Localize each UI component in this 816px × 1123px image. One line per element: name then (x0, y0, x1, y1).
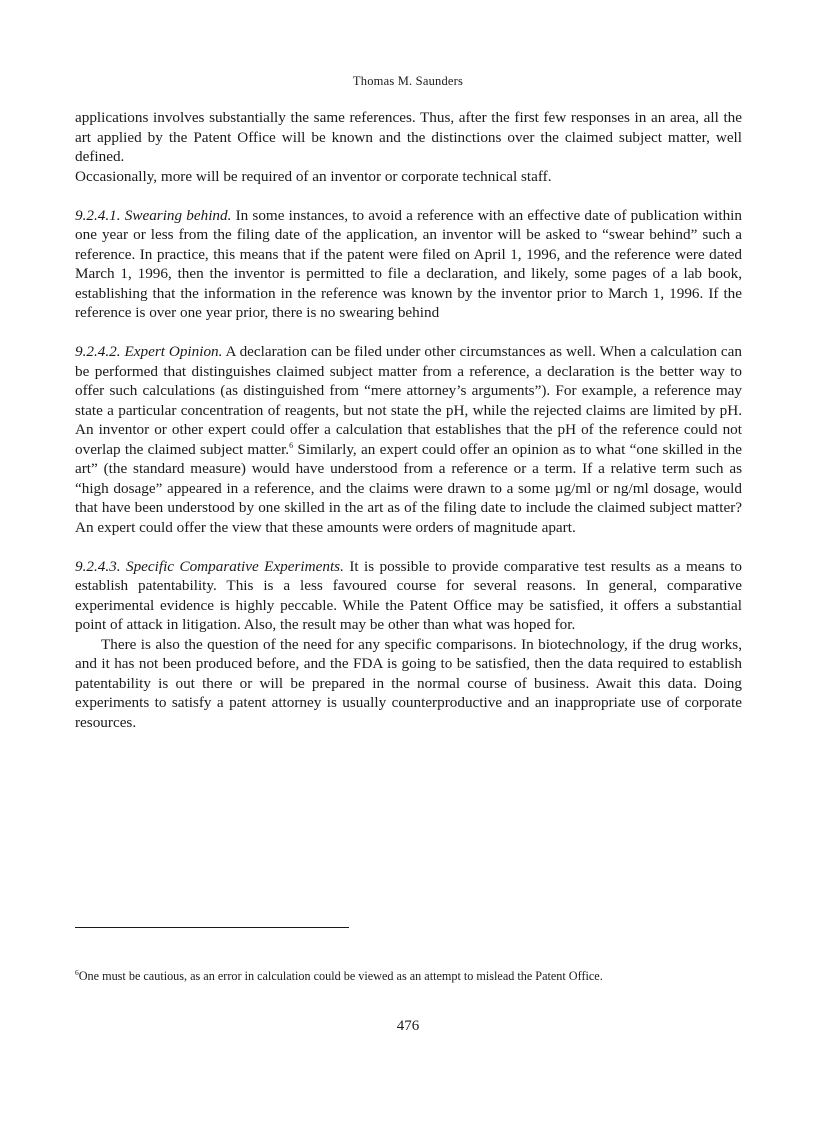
section-heading-swearing-behind: 9.2.4.1. Swearing behind. (75, 206, 232, 224)
paragraph-occasionally (75, 167, 742, 187)
paragraph-specific-comparisons (75, 635, 742, 733)
section-expert-opinion (75, 342, 742, 537)
paragraph-specific-comparisons-text: There is also the question of the need for any specific comparisons. In biotechnology, if the drug works, and it has not been produced before, and the FDA is going to be satisfied, then the data required to establish patentability is out there or will be prepared in the normal course of business. Await this data. Doing experiments to satisfy a patent attorney is usually counterproductive and an inappropriate use of corporate resources. (75, 635, 742, 731)
section-text-swearing-behind: In some instances, to avoid a reference with an effective date of publication within one year or less from the filing date of the application, an inventor will be asked to “swear behind” such a reference. In practice, this means that if the patent were filed on April 1, 1996, and the reference were dated March 1, 1996, then the inventor is permitted to file a declaration, and likely, some pages of a lab book, establishing that the information in the reference was known by the inventor prior to March 1, 1996. If the reference is over one year prior, there is no swearing behind (75, 206, 742, 321)
section-heading-expert-opinion: 9.2.4.2. Expert Opinion. (75, 343, 223, 360)
paragraph-continuation-text: applications involves substantially the same references. Thus, after the first few responses in an area, all the art applied by the Patent Office will be known and the distinctions over the claimed subject matter, well defined. (75, 109, 742, 165)
running-header: Thomas M. Saunders (352, 74, 464, 88)
section-text-expert-opinion-a: A declaration can be filed under other circumstances as well. When a calculation can be performed that distinguishes claimed subject matter from a reference, a declaration is the better way to offer such calculations (as distinguished from “mere attorney’s arguments”). For example, a reference may state a particular concentration of reagents, but not state the pH, while the rejected claims are limited by pH. An inventor or other expert could offer a calculation that establishes that the pH of the reference could not overlap the claimed subject matter. (75, 343, 743, 458)
footnote-reference-6[interactable]: 6 (289, 440, 294, 450)
section-comparative-experiments (75, 557, 742, 635)
page-number: 476 (396, 1018, 420, 1034)
footnote-6 (75, 968, 755, 984)
paragraph-occasionally-text: Occasionally, more will be required of an inventor or corporate technical staff. (75, 167, 552, 185)
body-text (75, 108, 742, 732)
footnote-text: One must be cautious, as an error in calculation could be viewed as an attempt to mislead the Patent Office. (78, 969, 603, 983)
section-heading-comparative-experiments: 9.2.4.3. Specific Comparative Experiments. (75, 557, 344, 575)
footnote-divider (75, 927, 349, 928)
footnote-number: 6 (75, 967, 79, 977)
section-swearing-behind (75, 206, 742, 323)
section-text-expert-opinion-b: Similarly, an expert could offer an opinion as to what “one skilled in the art” (the standard measure) would have understood from a reference or a term. If a relative term such as “high dosage” appeared in a reference, and the claims were drawn to a some µg/ml or ng/ml dosage, would that have been understood by one skilled in the art as of the filing date to include the claimed subject matter? An expert could offer the view that these amounts were orders of magnitude apart. (75, 440, 742, 536)
paragraph-continuation (75, 108, 742, 167)
section-text-comparative-experiments: It is possible to provide comparative test results as a means to establish patentability. This is a less favoured course for several reasons. In general, comparative experimental evidence is highly peccable. While the Patent Office may be satisfied, it offers a substantial point of attack in litigation. Also, the result may be other than what was hoped for. (75, 557, 743, 633)
